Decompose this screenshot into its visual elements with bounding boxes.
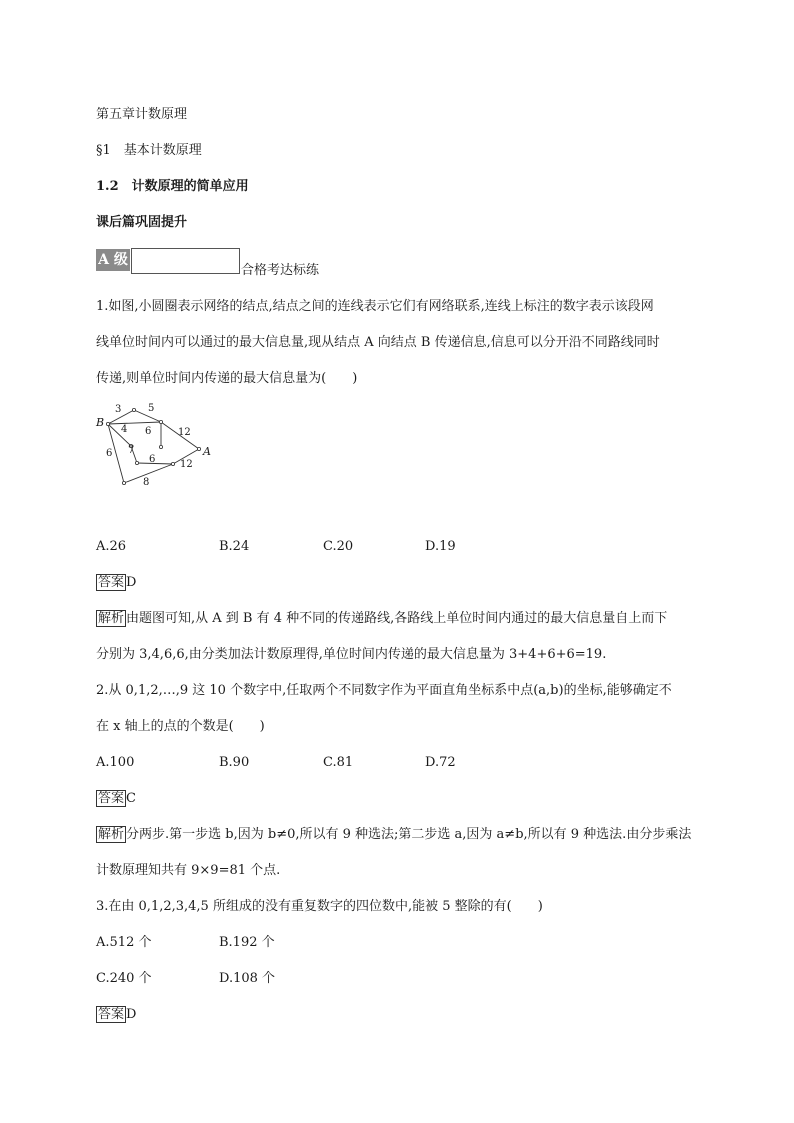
q1-line-2: 线单位时间内可以通过的最大信息量,现从结点 A 向结点 B 传递信息,信息可以分开沿不同路线同时 xyxy=(96,335,660,350)
q3-line: 3.在由 0,1,2,3,4,5 所组成的没有重复数字的四位数中,能被 5 整除的有( ) xyxy=(96,899,543,914)
q2-option-a: A.100 xyxy=(96,755,135,770)
edge-label: 5 xyxy=(148,403,155,414)
heading: 课后篇巩固提升 xyxy=(96,215,188,230)
q2-line-2: 在 x 轴上的点的个数是( ) xyxy=(96,719,265,734)
q1-analysis-line-2: 分别为 3,4,6,6,由分类加法计数原理得,单位时间内传递的最大信息量为 3+4+6+6=19. xyxy=(96,647,607,662)
analysis-label: 解析 xyxy=(98,611,125,626)
q2-line-1: 2.从 0,1,2,…,9 这 10 个数字中,任取两个不同数字作为平面直角坐标系中点(a,b)的坐标,能够确定不 xyxy=(96,683,672,698)
analysis-text: 由题图可知,从 A 到 B 有 4 种不同的传递路线,各路线上单位时间内通过的最大信息量自上而下 xyxy=(126,611,668,626)
q2-analysis-line-1 xyxy=(96,826,691,844)
q1-answer xyxy=(96,574,136,592)
edge-label: 7 xyxy=(128,445,135,456)
q3-option-a: A.512 个 xyxy=(96,935,152,950)
subsection-title: 1.2 计数原理的简单应用 xyxy=(96,179,249,194)
answer-label: 答案 xyxy=(98,791,125,806)
answer-value: D xyxy=(126,1007,137,1022)
q3-option-c: C.240 个 xyxy=(96,971,152,986)
level-title: 合格考达标练 xyxy=(241,263,320,278)
edge-label: 8 xyxy=(143,477,150,488)
node-a-label: A xyxy=(203,445,211,458)
q3-option-d: D.108 个 xyxy=(219,971,276,986)
network-diagram xyxy=(90,398,220,498)
answer-value: C xyxy=(126,791,136,806)
answer-label: 答案 xyxy=(98,1007,125,1022)
edge-label: 12 xyxy=(180,459,193,470)
q3-option-b: B.192 个 xyxy=(219,935,275,950)
q2-analysis-line-2: 计数原理知共有 9×9=81 个点. xyxy=(96,863,281,878)
answer-label: 答案 xyxy=(98,575,125,590)
q2-option-d: D.72 xyxy=(425,755,456,770)
q1-analysis-line-1 xyxy=(96,610,667,628)
q2-answer xyxy=(96,790,136,808)
edge-label: 4 xyxy=(121,424,128,435)
node-b-label: B xyxy=(96,416,105,429)
edge-label: 12 xyxy=(178,427,191,438)
q1-line-1: 1.如图,小圆圈表示网络的结点,结点之间的连线表示它们有网络联系,连线上标注的数字表示该段网 xyxy=(96,299,654,314)
edge-label: 3 xyxy=(115,404,122,415)
q1-option-c: C.20 xyxy=(323,539,354,554)
level-badge-box xyxy=(131,248,240,274)
q2-option-b: B.90 xyxy=(219,755,250,770)
edge-label: 6 xyxy=(106,448,113,459)
q2-option-c: C.81 xyxy=(323,755,354,770)
chapter-title: 第五章计数原理 xyxy=(96,107,188,122)
analysis-text: 分两步.第一步选 b,因为 b≠0,所以有 9 种选法;第二步选 a,因为 a≠b,所以有 9 种选法.由分步乘法 xyxy=(126,827,692,842)
q1-option-b: B.24 xyxy=(219,539,250,554)
edge-label: 6 xyxy=(149,454,156,465)
level-badge: A 级 xyxy=(96,249,130,271)
answer-value: D xyxy=(126,575,137,590)
q1-option-d: D.19 xyxy=(425,539,456,554)
section-title: §1 基本计数原理 xyxy=(96,143,202,158)
q3-answer xyxy=(96,1006,136,1024)
q1-option-a: A.26 xyxy=(96,539,127,554)
q1-line-3: 传递,则单位时间内传递的最大信息量为( ) xyxy=(96,371,358,386)
analysis-label: 解析 xyxy=(98,827,125,842)
edge-label: 6 xyxy=(145,426,152,437)
